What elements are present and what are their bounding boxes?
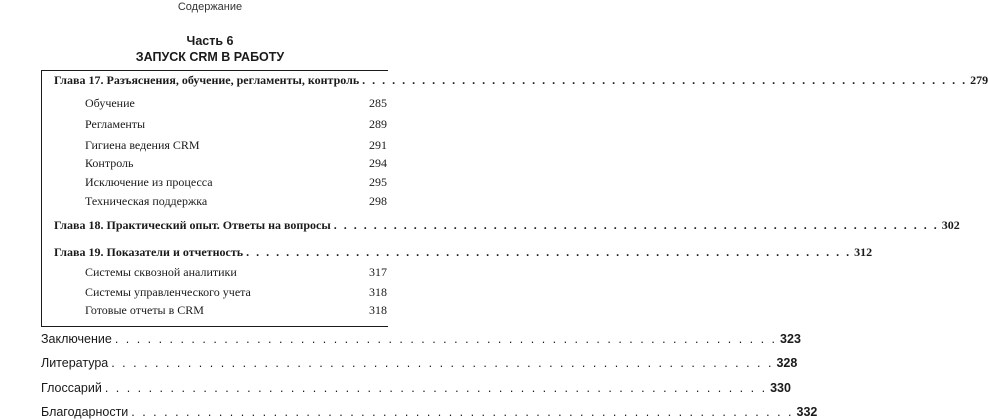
- section-title: Благодарности: [41, 405, 129, 419]
- item-title: Исключение из процесса: [85, 175, 213, 189]
- leader-dots: . . . . . . . . . . . . . . . . . . . . . . . . . . . . . . . . . . . . . . . . . . . . . . . . . . . . . . . . . . . . .: [333, 218, 939, 232]
- page-number: 298: [369, 194, 387, 208]
- toc-chapter-18[interactable]: [54, 218, 960, 233]
- chapter-title: Глава 18. Практический опыт. Ответы на вопросы: [54, 218, 331, 232]
- toc-conclusion[interactable]: [41, 332, 801, 346]
- page-number: 289: [369, 117, 387, 131]
- section-title: Глоссарий: [41, 381, 102, 395]
- toc-item[interactable]: [85, 117, 387, 132]
- leader-dots: . . . . . . . . . . . . . . . . . . . . . . . . . . . . . . . . . . . . . . . . . . . . . . . . . . . . . . . . . . . . .: [131, 405, 794, 419]
- page-number: 291: [369, 138, 387, 152]
- section-title: Литература: [41, 356, 109, 370]
- page-number: 285: [369, 96, 387, 110]
- toc-item[interactable]: [85, 285, 387, 300]
- item-title: Обучение: [85, 96, 135, 110]
- toc-item[interactable]: [85, 138, 387, 153]
- toc-item[interactable]: [85, 175, 387, 190]
- item-title: Системы управленческого учета: [85, 285, 251, 299]
- page-number: 302: [941, 218, 960, 232]
- toc-acknowledgements[interactable]: [41, 405, 818, 419]
- toc-item[interactable]: [85, 156, 387, 171]
- chapter-title: Глава 19. Показатели и отчетность: [54, 245, 244, 259]
- item-title: Гигиена ведения CRM: [85, 138, 200, 152]
- toc-item[interactable]: [85, 303, 387, 318]
- page-number: 279: [970, 73, 988, 87]
- leader-dots: . . . . . . . . . . . . . . . . . . . . . . . . . . . . . . . . . . . . . . . . . . . . . . . . . . . . . . . . . . . . .: [114, 332, 778, 346]
- item-title: Техническая поддержка: [85, 194, 208, 208]
- page-number: 317: [369, 265, 387, 279]
- page-number: 318: [369, 285, 387, 299]
- leader-dots: . . . . . . . . . . . . . . . . . . . . . . . . . . . . . . . . . . . . . . . . . . . . . . . . . . . . . . . . . . . . .: [246, 245, 852, 259]
- part-number: Часть 6: [186, 34, 234, 48]
- page-number: 330: [770, 381, 791, 395]
- page-number: 328: [776, 356, 798, 370]
- page-number: 295: [369, 175, 387, 189]
- item-title: Контроль: [85, 156, 134, 170]
- leader-dots: . . . . . . . . . . . . . . . . . . . . . . . . . . . . . . . . . . . . . . . . . . . . . . . . . . . . . . . . . . . . .: [362, 73, 968, 87]
- running-header: Содержание: [177, 1, 243, 13]
- section-title: Заключение: [41, 332, 112, 346]
- chapter-title: Глава 17. Разъяснения, обучение, регламенты, контроль: [54, 73, 360, 87]
- toc-literature[interactable]: [41, 356, 798, 370]
- toc-chapter-17[interactable]: [54, 73, 988, 88]
- toc-item[interactable]: [85, 265, 387, 280]
- item-title: Готовые отчеты в CRM: [85, 303, 204, 317]
- page-number: 318: [369, 303, 387, 317]
- toc-glossary[interactable]: [41, 381, 791, 395]
- leader-dots: . . . . . . . . . . . . . . . . . . . . . . . . . . . . . . . . . . . . . . . . . . . . . . . . . . . . . . . . . . . . .: [104, 381, 768, 395]
- page-number: 294: [369, 156, 387, 170]
- toc-item[interactable]: [85, 194, 387, 209]
- page-number: 312: [854, 245, 873, 259]
- item-title: Регламенты: [85, 117, 146, 131]
- page-number: 332: [796, 405, 818, 419]
- toc-chapter-19[interactable]: [54, 245, 873, 260]
- item-title: Системы сквозной аналитики: [85, 265, 237, 279]
- page-number: 323: [780, 332, 801, 346]
- leader-dots: . . . . . . . . . . . . . . . . . . . . . . . . . . . . . . . . . . . . . . . . . . . . . . . . . . . . . . . . . . . . .: [111, 356, 774, 370]
- toc-item[interactable]: [85, 96, 387, 111]
- part-title: ЗАПУСК CRM В РАБОТУ: [135, 50, 285, 64]
